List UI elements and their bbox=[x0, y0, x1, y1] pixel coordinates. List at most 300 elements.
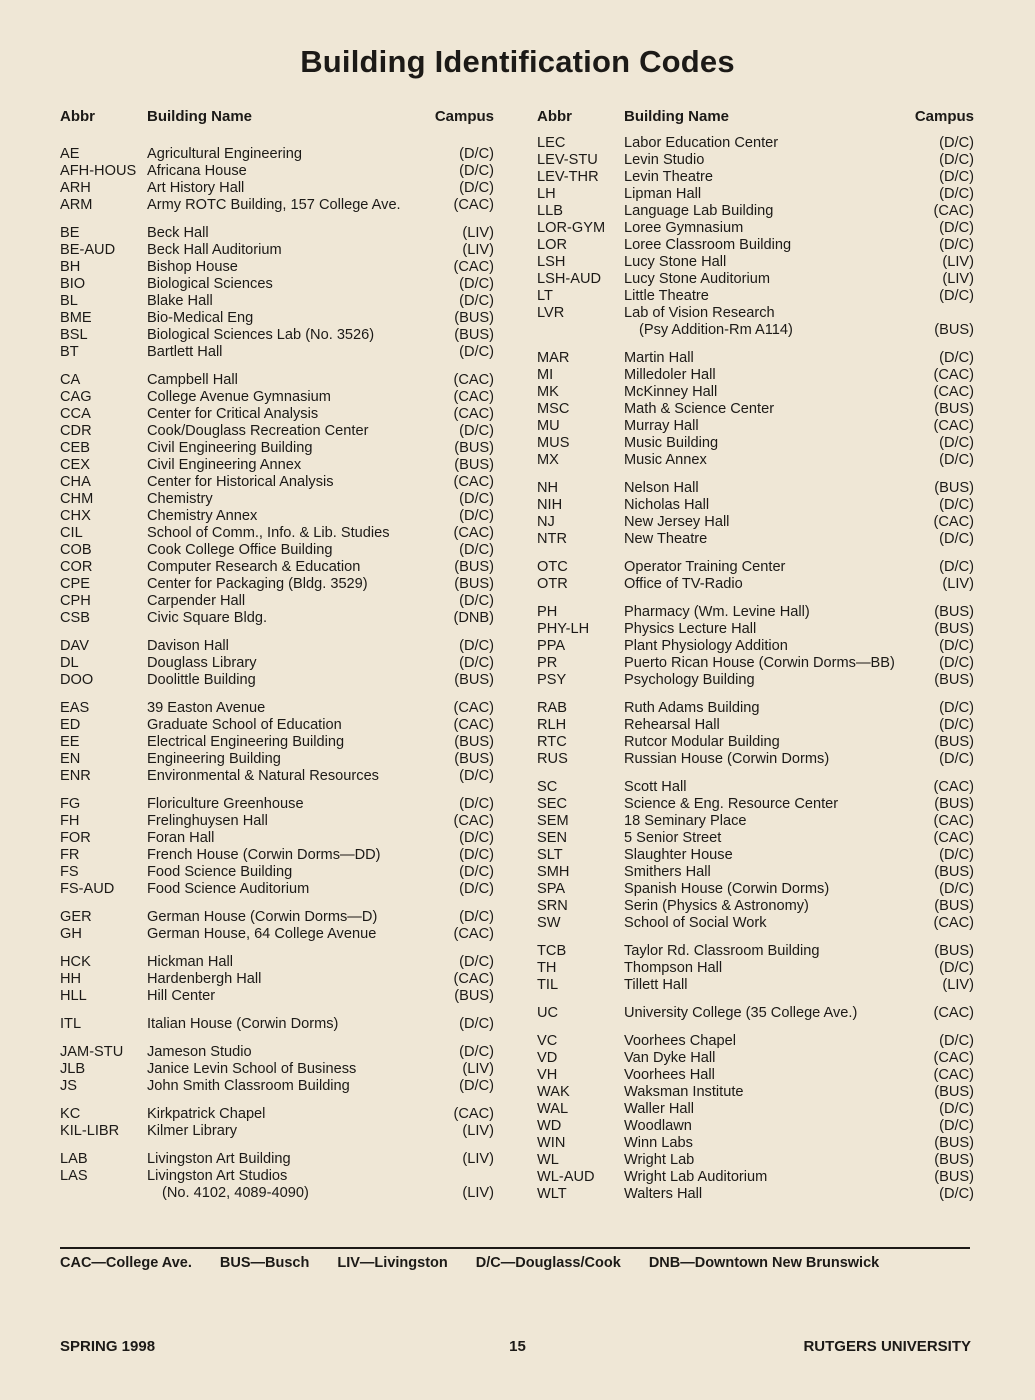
table-row bbox=[60, 1016, 500, 1033]
building-abbr: WAL bbox=[537, 1101, 569, 1117]
building-name: Center for Critical Analysis bbox=[147, 406, 319, 422]
building-name: Slaughter House bbox=[624, 847, 733, 863]
building-campus: (CAC) bbox=[453, 813, 494, 829]
table-row bbox=[537, 322, 977, 339]
building-name: Tillett Hall bbox=[624, 977, 688, 993]
building-campus: (BUS) bbox=[934, 864, 974, 880]
building-abbr: FS bbox=[60, 864, 79, 880]
building-campus: (D/C) bbox=[459, 276, 494, 292]
building-campus: (D/C) bbox=[459, 293, 494, 309]
building-name: Hill Center bbox=[147, 988, 216, 1004]
table-row bbox=[60, 508, 500, 525]
building-campus: (D/C) bbox=[939, 186, 974, 202]
building-campus: (CAC) bbox=[453, 389, 494, 405]
table-row bbox=[60, 717, 500, 734]
building-abbr: FH bbox=[60, 813, 80, 829]
table-row bbox=[537, 1135, 977, 1152]
table-row bbox=[60, 197, 500, 214]
building-name: Engineering Building bbox=[147, 751, 281, 767]
building-abbr: CHM bbox=[60, 491, 94, 507]
code-group bbox=[60, 1151, 500, 1202]
building-campus: (D/C) bbox=[459, 542, 494, 558]
building-abbr: MI bbox=[537, 367, 554, 383]
table-row bbox=[60, 593, 500, 610]
code-group bbox=[60, 700, 500, 785]
building-name: Milledoler Hall bbox=[624, 367, 716, 383]
building-campus: (D/C) bbox=[459, 163, 494, 179]
building-campus: (BUS) bbox=[454, 310, 494, 326]
table-row bbox=[60, 474, 500, 491]
building-name: Lucy Stone Auditorium bbox=[624, 271, 771, 287]
building-name: Army ROTC Building, 157 College Ave. bbox=[147, 197, 401, 213]
building-campus: (CAC) bbox=[453, 259, 494, 275]
building-abbr: PR bbox=[537, 655, 558, 671]
building-name: French House (Corwin Dorms—DD) bbox=[147, 847, 381, 863]
building-name: Little Theatre bbox=[624, 288, 709, 304]
table-row bbox=[60, 576, 500, 593]
building-name: Jameson Studio bbox=[147, 1044, 252, 1060]
header-building-name: Building Name bbox=[147, 108, 253, 125]
building-campus: (D/C) bbox=[939, 288, 974, 304]
table-row bbox=[60, 768, 500, 785]
building-abbr: SLT bbox=[537, 847, 563, 863]
building-campus: (D/C) bbox=[939, 237, 974, 253]
building-abbr: CCA bbox=[60, 406, 91, 422]
building-name: Campbell Hall bbox=[147, 372, 238, 388]
building-abbr: LAS bbox=[60, 1168, 88, 1184]
building-abbr: RTC bbox=[537, 734, 567, 750]
building-campus: (BUS) bbox=[934, 1169, 974, 1185]
table-row bbox=[60, 180, 500, 197]
code-group bbox=[60, 1016, 500, 1033]
table-row bbox=[537, 734, 977, 751]
table-row bbox=[537, 220, 977, 237]
table-row bbox=[60, 491, 500, 508]
table-row bbox=[537, 1186, 977, 1203]
building-abbr: SPA bbox=[537, 881, 566, 897]
table-row bbox=[537, 960, 977, 977]
building-name: 39 Easton Avenue bbox=[147, 700, 266, 716]
building-abbr: LSH bbox=[537, 254, 566, 270]
table-row bbox=[537, 655, 977, 672]
building-abbr: VH bbox=[537, 1067, 558, 1083]
table-row bbox=[60, 242, 500, 259]
code-group bbox=[60, 225, 500, 361]
building-abbr: WAK bbox=[537, 1084, 570, 1100]
building-name: Nelson Hall bbox=[624, 480, 699, 496]
building-campus: (D/C) bbox=[459, 864, 494, 880]
building-abbr: PPA bbox=[537, 638, 566, 654]
building-name: Loree Gymnasium bbox=[624, 220, 744, 236]
building-abbr: LSH-AUD bbox=[537, 271, 602, 287]
table-row bbox=[537, 1067, 977, 1084]
building-campus: (D/C) bbox=[459, 491, 494, 507]
building-abbr: LT bbox=[537, 288, 553, 304]
legend-item: LIV—Livingston bbox=[337, 1255, 448, 1271]
building-campus: (LIV) bbox=[462, 1061, 494, 1077]
building-abbr: CHX bbox=[60, 508, 91, 524]
building-campus: (BUS) bbox=[934, 898, 974, 914]
building-campus: (BUS) bbox=[454, 576, 494, 592]
building-abbr: ENR bbox=[60, 768, 91, 784]
building-abbr: UC bbox=[537, 1005, 559, 1021]
building-abbr: NTR bbox=[537, 531, 567, 547]
code-group bbox=[537, 943, 977, 994]
building-abbr: FS-AUD bbox=[60, 881, 115, 897]
building-abbr: NIH bbox=[537, 497, 563, 513]
table-row bbox=[60, 276, 500, 293]
building-name: Office of TV-Radio bbox=[624, 576, 743, 592]
building-abbr: AFH-HOUS bbox=[60, 163, 137, 179]
building-name: Foran Hall bbox=[147, 830, 215, 846]
building-campus: (D/C) bbox=[459, 638, 494, 654]
building-name: Biological Sciences bbox=[147, 276, 273, 292]
building-abbr: CPE bbox=[60, 576, 91, 592]
building-campus: (DNB) bbox=[453, 610, 494, 626]
building-campus: (D/C) bbox=[459, 593, 494, 609]
building-abbr: JAM-STU bbox=[60, 1044, 124, 1060]
building-name: Chemistry Annex bbox=[147, 508, 258, 524]
table-row bbox=[60, 163, 500, 180]
table-row bbox=[537, 135, 977, 152]
building-abbr: CA bbox=[60, 372, 81, 388]
table-row bbox=[60, 881, 500, 898]
building-campus: (BUS) bbox=[934, 943, 974, 959]
building-name: Rutcor Modular Building bbox=[624, 734, 780, 750]
building-name: Van Dyke Hall bbox=[624, 1050, 716, 1066]
building-campus: (D/C) bbox=[939, 452, 974, 468]
footer-publisher: RUTGERS UNIVERSITY bbox=[803, 1338, 971, 1355]
building-campus: (D/C) bbox=[459, 655, 494, 671]
table-row bbox=[60, 1123, 500, 1140]
code-group bbox=[537, 135, 977, 339]
building-campus: (D/C) bbox=[939, 169, 974, 185]
building-campus: (D/C) bbox=[939, 700, 974, 716]
table-row bbox=[537, 977, 977, 994]
building-name: Loree Classroom Building bbox=[624, 237, 792, 253]
building-name: John Smith Classroom Building bbox=[147, 1078, 350, 1094]
building-abbr: BIO bbox=[60, 276, 86, 292]
code-group bbox=[537, 779, 977, 932]
building-campus: (BUS) bbox=[454, 672, 494, 688]
building-abbr: LVR bbox=[537, 305, 565, 321]
building-abbr: FOR bbox=[60, 830, 91, 846]
code-group bbox=[60, 372, 500, 627]
building-campus: (D/C) bbox=[939, 881, 974, 897]
building-abbr: BL bbox=[60, 293, 78, 309]
building-name: Environmental & Natural Resources bbox=[147, 768, 379, 784]
building-name: Voorhees Hall bbox=[624, 1067, 715, 1083]
footer-divider bbox=[60, 1247, 970, 1249]
building-name: Levin Theatre bbox=[624, 169, 713, 185]
building-campus: (D/C) bbox=[939, 960, 974, 976]
building-name: University College (35 College Ave.) bbox=[624, 1005, 858, 1021]
building-name: McKinney Hall bbox=[624, 384, 718, 400]
building-abbr: GH bbox=[60, 926, 82, 942]
building-name: New Theatre bbox=[624, 531, 708, 547]
table-row bbox=[537, 813, 977, 830]
building-name: German House, 64 College Avenue bbox=[147, 926, 377, 942]
building-name: Ruth Adams Building bbox=[624, 700, 760, 716]
table-row bbox=[537, 452, 977, 469]
campus-legend bbox=[60, 1255, 903, 1271]
building-campus: (CAC) bbox=[453, 971, 494, 987]
building-campus: (D/C) bbox=[939, 1186, 974, 1202]
table-row bbox=[60, 259, 500, 276]
building-campus: (BUS) bbox=[934, 604, 974, 620]
building-abbr: SMH bbox=[537, 864, 570, 880]
building-abbr: VD bbox=[537, 1050, 558, 1066]
table-row bbox=[60, 926, 500, 943]
building-campus: (D/C) bbox=[459, 180, 494, 196]
legend-item: BUS—Busch bbox=[219, 1255, 310, 1271]
building-abbr: OTR bbox=[537, 576, 568, 592]
table-row bbox=[60, 830, 500, 847]
building-abbr: MK bbox=[537, 384, 559, 400]
table-row bbox=[537, 847, 977, 864]
building-abbr: OTC bbox=[537, 559, 568, 575]
table-row bbox=[537, 152, 977, 169]
building-name: Blake Hall bbox=[147, 293, 213, 309]
building-campus: (D/C) bbox=[459, 954, 494, 970]
building-name: Murray Hall bbox=[624, 418, 699, 434]
building-campus: (D/C) bbox=[939, 559, 974, 575]
table-row bbox=[537, 367, 977, 384]
table-row bbox=[60, 1151, 500, 1168]
building-name: School of Social Work bbox=[624, 915, 767, 931]
column-header bbox=[60, 108, 500, 130]
code-group bbox=[60, 146, 500, 214]
building-abbr: NH bbox=[537, 480, 559, 496]
building-campus: (D/C) bbox=[939, 655, 974, 671]
building-name: Italian House (Corwin Dorms) bbox=[147, 1016, 339, 1032]
building-abbr: EE bbox=[60, 734, 80, 750]
header-building-name: Building Name bbox=[624, 108, 730, 125]
building-abbr: LLB bbox=[537, 203, 563, 219]
building-abbr: COR bbox=[60, 559, 93, 575]
building-name: Carpender Hall bbox=[147, 593, 246, 609]
table-row bbox=[537, 898, 977, 915]
building-abbr: BT bbox=[60, 344, 79, 360]
building-campus: (BUS) bbox=[454, 734, 494, 750]
building-name: Music Annex bbox=[624, 452, 707, 468]
table-row bbox=[537, 1033, 977, 1050]
building-name-continued: (No. 4102, 4089-4090) bbox=[162, 1185, 309, 1201]
building-campus: (CAC) bbox=[933, 830, 974, 846]
building-abbr: LEV-THR bbox=[537, 169, 599, 185]
building-campus: (CAC) bbox=[453, 525, 494, 541]
table-row bbox=[60, 440, 500, 457]
building-abbr: CEB bbox=[60, 440, 91, 456]
building-campus: (BUS) bbox=[454, 457, 494, 473]
building-campus: (BUS) bbox=[934, 1084, 974, 1100]
building-name: Wright Lab Auditorium bbox=[624, 1169, 768, 1185]
building-campus: (D/C) bbox=[939, 350, 974, 366]
building-abbr: ARH bbox=[60, 180, 91, 196]
building-abbr: SEC bbox=[537, 796, 568, 812]
building-name: Center for Packaging (Bldg. 3529) bbox=[147, 576, 368, 592]
table-row bbox=[537, 254, 977, 271]
table-row bbox=[537, 700, 977, 717]
table-row bbox=[60, 971, 500, 988]
building-abbr: JLB bbox=[60, 1061, 86, 1077]
table-row bbox=[60, 655, 500, 672]
building-name: Scott Hall bbox=[624, 779, 687, 795]
building-campus: (D/C) bbox=[459, 796, 494, 812]
building-name: Bishop House bbox=[147, 259, 238, 275]
table-row bbox=[60, 344, 500, 361]
building-abbr: ITL bbox=[60, 1016, 82, 1032]
building-abbr: CPH bbox=[60, 593, 91, 609]
building-name: Beck Hall bbox=[147, 225, 209, 241]
building-campus: (D/C) bbox=[459, 344, 494, 360]
building-name: Food Science Building bbox=[147, 864, 293, 880]
building-campus: (LIV) bbox=[462, 242, 494, 258]
building-abbr: WL-AUD bbox=[537, 1169, 595, 1185]
table-row bbox=[60, 327, 500, 344]
building-abbr: AE bbox=[60, 146, 80, 162]
building-name: Russian House (Corwin Dorms) bbox=[624, 751, 830, 767]
building-campus: (CAC) bbox=[453, 474, 494, 490]
building-abbr: NJ bbox=[537, 514, 555, 530]
table-row bbox=[537, 401, 977, 418]
table-row bbox=[60, 406, 500, 423]
left-table-body bbox=[60, 146, 500, 1202]
code-group bbox=[537, 350, 977, 469]
building-campus: (D/C) bbox=[939, 1118, 974, 1134]
building-abbr: TIL bbox=[537, 977, 559, 993]
building-abbr: BH bbox=[60, 259, 81, 275]
building-name: Science & Eng. Resource Center bbox=[624, 796, 839, 812]
building-name: Computer Research & Education bbox=[147, 559, 361, 575]
building-campus: (CAC) bbox=[453, 406, 494, 422]
building-name: Winn Labs bbox=[624, 1135, 693, 1151]
table-row bbox=[537, 271, 977, 288]
building-name: Chemistry bbox=[147, 491, 213, 507]
code-group bbox=[60, 1106, 500, 1140]
building-campus: (LIV) bbox=[462, 225, 494, 241]
building-name: Puerto Rican House (Corwin Dorms—BB) bbox=[624, 655, 895, 671]
building-abbr: RAB bbox=[537, 700, 568, 716]
table-row bbox=[537, 915, 977, 932]
table-row bbox=[60, 372, 500, 389]
right-table-body bbox=[537, 135, 977, 1203]
building-name: Livingston Art Building bbox=[147, 1151, 291, 1167]
building-abbr: WLT bbox=[537, 1186, 567, 1202]
table-row bbox=[537, 531, 977, 548]
code-group bbox=[537, 700, 977, 768]
building-name-continued: (Psy Addition-Rm A114) bbox=[639, 322, 793, 338]
building-abbr: TCB bbox=[537, 943, 567, 959]
building-abbr: MAR bbox=[537, 350, 570, 366]
footer-term: SPRING 1998 bbox=[60, 1338, 156, 1355]
building-name: Livingston Art Studios bbox=[147, 1168, 288, 1184]
building-name: Hardenbergh Hall bbox=[147, 971, 262, 987]
building-abbr: COB bbox=[60, 542, 92, 558]
building-abbr: HLL bbox=[60, 988, 87, 1004]
building-name: Levin Studio bbox=[624, 152, 705, 168]
table-row bbox=[537, 638, 977, 655]
building-abbr: PH bbox=[537, 604, 558, 620]
building-name: Lab of Vision Research bbox=[624, 305, 775, 321]
building-campus: (CAC) bbox=[933, 203, 974, 219]
building-campus: (D/C) bbox=[939, 135, 974, 151]
table-row bbox=[60, 293, 500, 310]
building-campus: (CAC) bbox=[933, 813, 974, 829]
table-row bbox=[60, 954, 500, 971]
building-name: Douglass Library bbox=[147, 655, 257, 671]
building-campus: (CAC) bbox=[453, 372, 494, 388]
building-abbr: SRN bbox=[537, 898, 568, 914]
building-abbr: RUS bbox=[537, 751, 568, 767]
building-campus: (D/C) bbox=[939, 751, 974, 767]
building-name: New Jersey Hall bbox=[624, 514, 730, 530]
building-abbr: ARM bbox=[60, 197, 93, 213]
building-abbr: MX bbox=[537, 452, 559, 468]
building-campus: (D/C) bbox=[939, 152, 974, 168]
building-abbr: SEN bbox=[537, 830, 568, 846]
building-name: Serin (Physics & Astronomy) bbox=[624, 898, 809, 914]
building-name: Plant Physiology Addition bbox=[624, 638, 788, 654]
building-name: Lucy Stone Hall bbox=[624, 254, 727, 270]
building-abbr: MUS bbox=[537, 435, 570, 451]
table-row bbox=[60, 1044, 500, 1061]
building-campus: (D/C) bbox=[459, 508, 494, 524]
table-row bbox=[60, 1106, 500, 1123]
building-name: Nicholas Hall bbox=[624, 497, 710, 513]
table-row bbox=[537, 1050, 977, 1067]
page-title: Building Identification Codes bbox=[300, 44, 735, 79]
table-row bbox=[60, 672, 500, 689]
building-campus: (LIV) bbox=[942, 576, 974, 592]
building-name: Woodlawn bbox=[624, 1118, 692, 1134]
building-name: Floriculture Greenhouse bbox=[147, 796, 304, 812]
building-abbr: DL bbox=[60, 655, 79, 671]
building-campus: (D/C) bbox=[459, 1016, 494, 1032]
building-campus: (CAC) bbox=[933, 1067, 974, 1083]
building-abbr: CEX bbox=[60, 457, 91, 473]
table-row bbox=[60, 225, 500, 242]
building-campus: (BUS) bbox=[934, 480, 974, 496]
table-row bbox=[537, 1169, 977, 1186]
building-abbr: CAG bbox=[60, 389, 92, 405]
building-campus: (LIV) bbox=[942, 271, 974, 287]
table-row bbox=[537, 418, 977, 435]
building-abbr: CIL bbox=[60, 525, 83, 541]
building-campus: (D/C) bbox=[939, 220, 974, 236]
building-name: Bartlett Hall bbox=[147, 344, 223, 360]
building-abbr: PHY-LH bbox=[537, 621, 590, 637]
building-campus: (CAC) bbox=[933, 418, 974, 434]
building-name: Smithers Hall bbox=[624, 864, 711, 880]
building-campus: (CAC) bbox=[933, 384, 974, 400]
table-row bbox=[537, 796, 977, 813]
building-name: Hickman Hall bbox=[147, 954, 233, 970]
building-campus: (LIV) bbox=[942, 254, 974, 270]
building-abbr: SEM bbox=[537, 813, 569, 829]
code-group bbox=[60, 638, 500, 689]
building-abbr: WIN bbox=[537, 1135, 566, 1151]
building-abbr: LEC bbox=[537, 135, 566, 151]
building-campus: (BUS) bbox=[934, 796, 974, 812]
building-abbr: ED bbox=[60, 717, 81, 733]
table-row bbox=[537, 186, 977, 203]
building-abbr: BE bbox=[60, 225, 80, 241]
building-abbr: FG bbox=[60, 796, 81, 812]
building-abbr: CHA bbox=[60, 474, 91, 490]
table-row bbox=[537, 943, 977, 960]
building-abbr: EN bbox=[60, 751, 81, 767]
